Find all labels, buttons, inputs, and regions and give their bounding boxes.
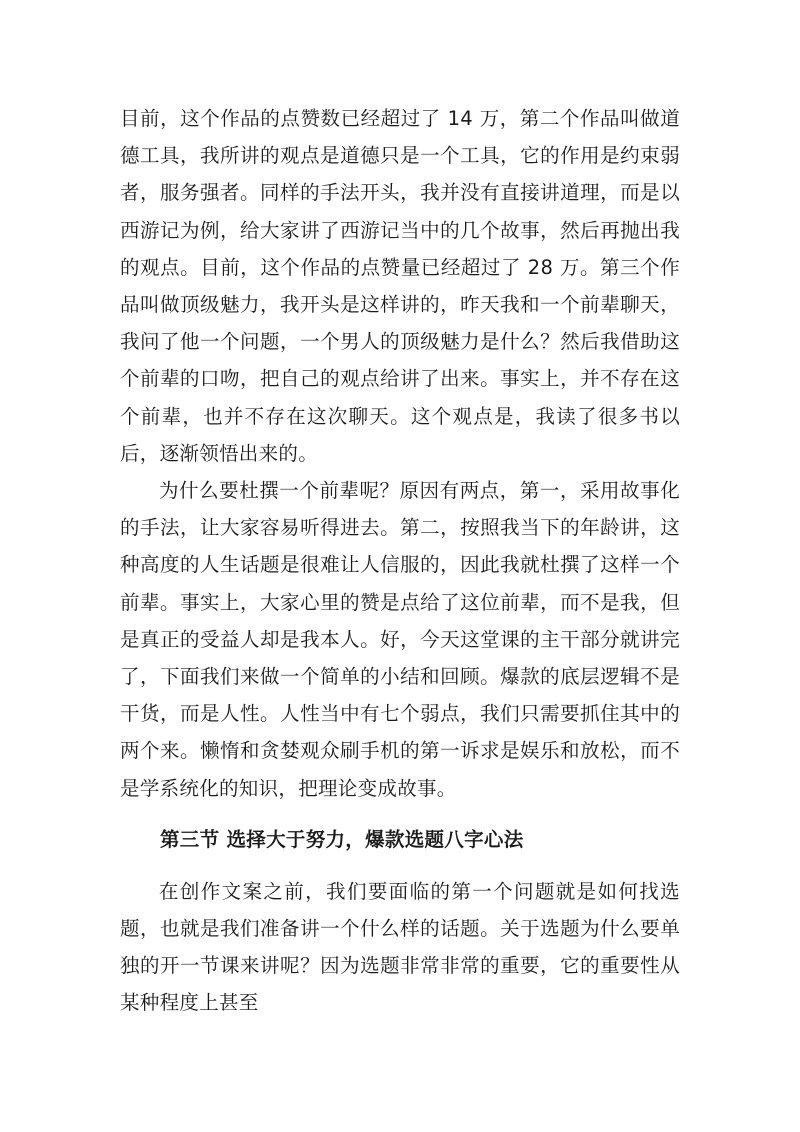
document-page	[120, 100, 680, 1022]
section-heading: 第三节 选择大于努力，爆款选题八字心法	[160, 827, 524, 851]
body-paragraph-2: 为什么要杜撰一个前辈呢？原因有两点，第一，采用故事化的手法，让大家容易听得进去。第二，按照我当下的年龄讲，这种高度的人生话题是很难让人信服的，因此我就杜撰了这样一个前辈。事实上，大家心里的赞是点给了这位前辈，而不是我，但是真正的受益人却是我本人。好，今天这堂课的主干部分就讲完了，下面我们来做一个简单的小结和回顾。爆款的底层逻辑不是干货，而是人性。人性当中有七个弱点，我们只需要抓住其中的两个来。懒惰和贪婪观众刷手机的第一诉求是娱乐和放松，而不是学系统化的知识，把理论变成故事。	[120, 479, 680, 800]
body-paragraph-3: 在创作文案之前，我们要面临的第一个问题就是如何找选题，也就是我们准备讲一个什么样的话题。关于选题为什么要单独的开一节课来讲呢？因为选题非常非常的重要，它的重要性从某种程度上甚至	[120, 879, 680, 1015]
body-paragraph-1: 目前，这个作品的点赞数已经超过了 14 万，第二个作品叫做道德工具，我所讲的观点是道德只是一个工具，它的作用是约束弱者，服务强者。同样的手法开头，我并没有直接讲道理，而是以西游记为例，给大家讲了西游记当中的几个故事，然后再抛出我的观点。目前，这个作品的点赞量已经超过了 28 万。第三个作品叫做顶级魅力，我开头是这样讲的，昨天我和一个前辈聊天，我问了他一个问题，一个男人的顶级魅力是什么？然后我借助这个前辈的口吻，把自己的观点给讲了出来。事实上，并不存在这个前辈，也并不存在这次聊天。这个观点是，我读了很多书以后，逐渐领悟出来的。	[120, 107, 680, 465]
